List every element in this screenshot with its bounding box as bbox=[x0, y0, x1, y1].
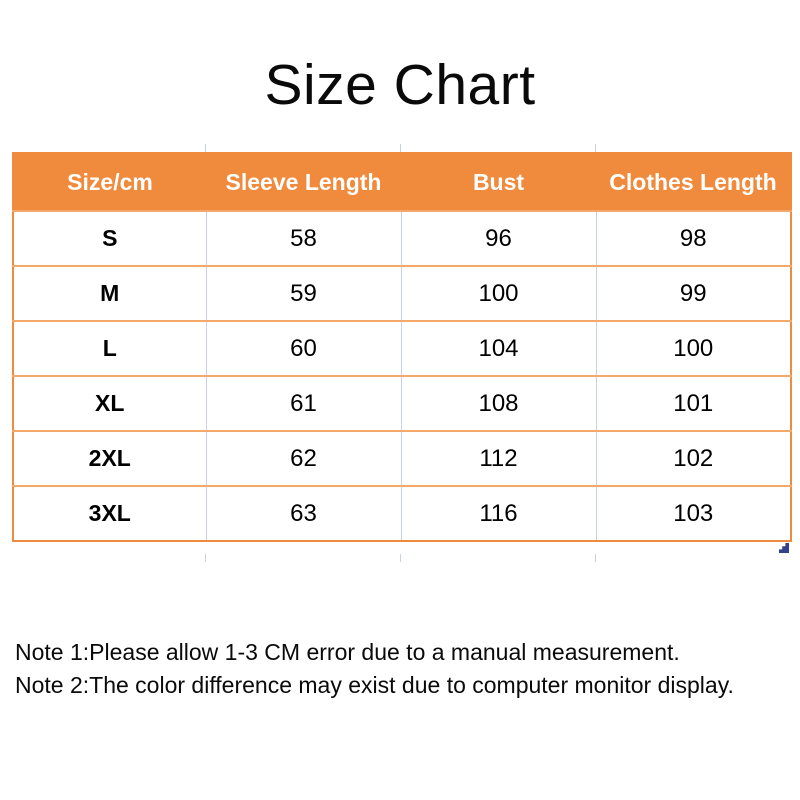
size-cell: 3XL bbox=[13, 486, 206, 541]
size-table-body bbox=[13, 211, 791, 541]
notes-block bbox=[15, 636, 734, 702]
table-row bbox=[13, 211, 791, 266]
clothes-length-cell: 102 bbox=[596, 431, 791, 486]
bust-cell: 96 bbox=[401, 211, 596, 266]
clothes-length-cell: 103 bbox=[596, 486, 791, 541]
table-row bbox=[13, 431, 791, 486]
clothes-length-cell: 98 bbox=[596, 211, 791, 266]
gridline-stub bbox=[595, 554, 596, 562]
sleeve-length-cell: 59 bbox=[206, 266, 401, 321]
clothes-length-cell: 99 bbox=[596, 266, 791, 321]
note-line-1: Note 1:Please allow 1-3 CM error due to a manual measurement. bbox=[15, 639, 680, 665]
bust-cell: 116 bbox=[401, 486, 596, 541]
size-cell: M bbox=[13, 266, 206, 321]
column-header-sleeve-length: Sleeve Length bbox=[206, 153, 401, 211]
table-row bbox=[13, 321, 791, 376]
table-row bbox=[13, 486, 791, 541]
bust-cell: 112 bbox=[401, 431, 596, 486]
table-row bbox=[13, 376, 791, 431]
size-cell: S bbox=[13, 211, 206, 266]
sleeve-length-cell: 60 bbox=[206, 321, 401, 376]
bust-cell: 104 bbox=[401, 321, 596, 376]
gridline-stub bbox=[400, 144, 401, 152]
gridline-stub bbox=[400, 554, 401, 562]
clothes-length-cell: 101 bbox=[596, 376, 791, 431]
gridline-stub bbox=[595, 144, 596, 152]
table-header-row bbox=[13, 153, 791, 211]
size-cell: XL bbox=[13, 376, 206, 431]
sleeve-length-cell: 61 bbox=[206, 376, 401, 431]
column-header-bust: Bust bbox=[401, 153, 596, 211]
size-chart-table bbox=[12, 152, 792, 542]
gridline-stub bbox=[205, 144, 206, 152]
sleeve-length-cell: 62 bbox=[206, 431, 401, 486]
bust-cell: 108 bbox=[401, 376, 596, 431]
column-header-clothes-length: Clothes Length bbox=[596, 153, 791, 211]
note-line-2: Note 2:The color difference may exist due to computer monitor display. bbox=[15, 672, 734, 698]
size-cell: 2XL bbox=[13, 431, 206, 486]
gridline-stub bbox=[205, 554, 206, 562]
clothes-length-cell: 100 bbox=[596, 321, 791, 376]
column-header-size: Size/cm bbox=[13, 153, 206, 211]
bust-cell: 100 bbox=[401, 266, 596, 321]
sleeve-length-cell: 58 bbox=[206, 211, 401, 266]
table-corner-handle-icon bbox=[779, 543, 789, 553]
table-row bbox=[13, 266, 791, 321]
size-cell: L bbox=[13, 321, 206, 376]
page-title: Size Chart bbox=[264, 53, 536, 117]
sleeve-length-cell: 63 bbox=[206, 486, 401, 541]
